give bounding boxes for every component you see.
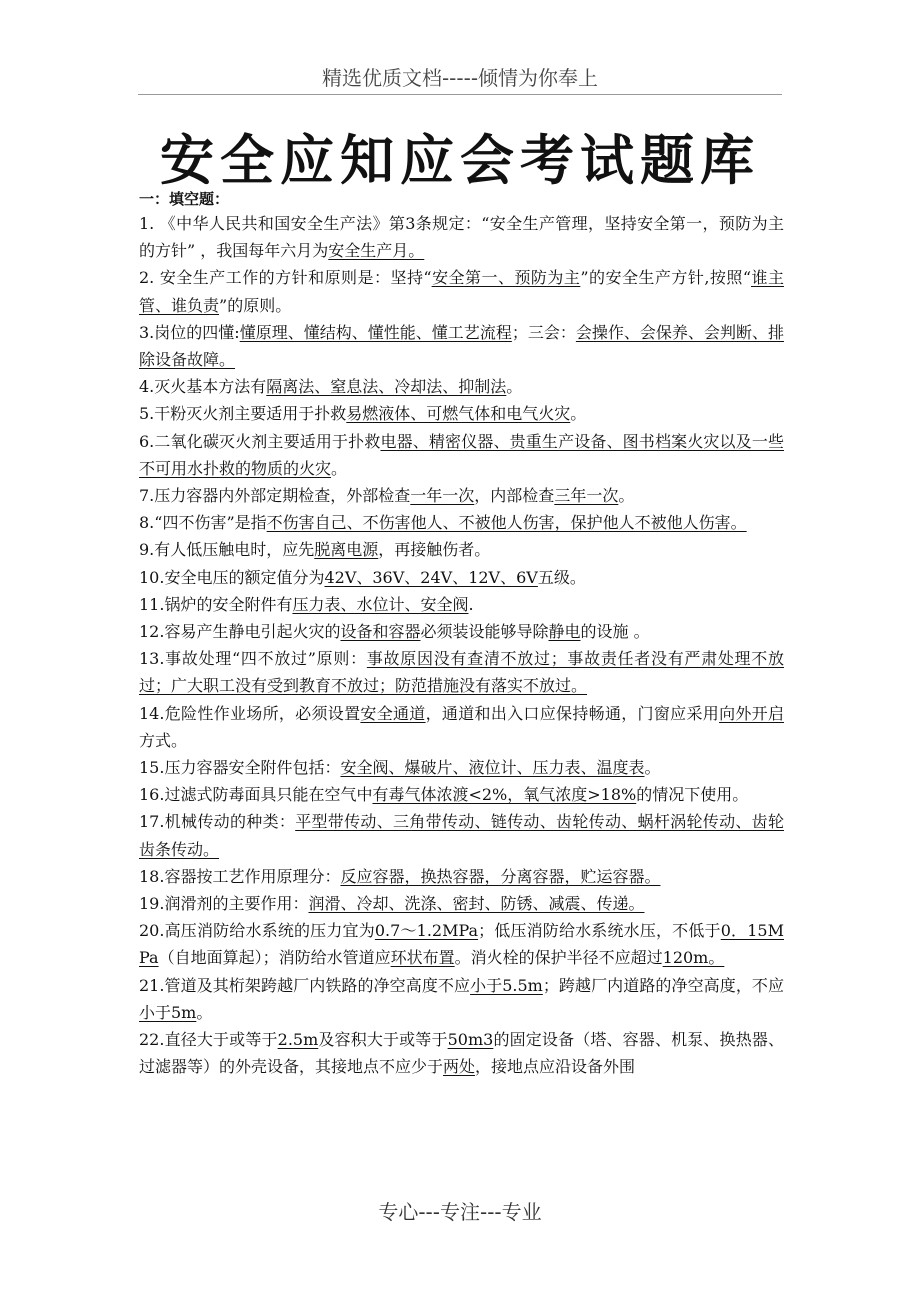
question-text: 18.容器按工艺作用原理分： <box>139 866 341 886</box>
answer-text: 一年一次 <box>410 486 475 506</box>
answer-text: 静电 <box>548 622 581 642</box>
question-list <box>139 210 784 1081</box>
answer-text: 有毒气体浓渡<2%，氧气浓度>18% <box>372 785 637 805</box>
question-text: 20.高压消防给水系统的压力宜为 <box>139 921 375 941</box>
question-text: 的固定设备（塔、容器、机泵、换热器、过滤器等）的外壳设备，其接地点不应少于 <box>139 1030 784 1077</box>
question-text: 8.“四不伤害”是指 <box>139 513 267 533</box>
question-text: 12.容易产生静电引起火灾的 <box>139 622 341 642</box>
question-item <box>139 264 784 318</box>
question-item <box>139 863 784 890</box>
question-text: 7.压力容器内外部定期检查，外部检查 <box>139 486 411 506</box>
question-text: 3.岗位的四懂: <box>139 322 240 342</box>
question-text: 19.润滑剂的主要作用： <box>139 894 309 914</box>
answer-text: 谁主管、谁负责 <box>139 268 784 315</box>
question-item <box>139 972 784 1026</box>
question-text: 。 <box>506 377 523 397</box>
question-text: 21.管道及其桁架跨越厂内铁路的净空高度不应 <box>139 975 471 995</box>
question-text: 17.机械传动的种类： <box>139 812 296 832</box>
question-text: 五级。 <box>537 567 586 587</box>
question-item <box>139 890 784 917</box>
question-text: 2. 安全生产工作的方针和原则是：坚持“ <box>139 268 432 288</box>
question-text: 13.事故处理“四不放过”原则： <box>139 649 367 669</box>
answer-text: 易燃液体、可燃气体和电气火灾 <box>346 404 571 424</box>
answer-text: 安全通道 <box>360 703 426 723</box>
question-text: 。 <box>331 458 348 478</box>
question-item <box>139 591 784 618</box>
question-text: （自地面算起）；消防给水管道应 <box>158 948 391 968</box>
question-text: ”的安全生产方针,按照“ <box>580 268 752 288</box>
question-text: 10.安全电压的额定值分为 <box>139 567 325 587</box>
question-text: 及容积大于或等于 <box>318 1030 448 1050</box>
answer-text: 42V、36V、24V、12V、6V <box>324 567 538 587</box>
answer-text: 电器、精密仪器、贵重生产设备、图书档案火灾以及一些不可用水扑救的物质的火灾 <box>139 431 784 478</box>
question-text: 1. 《中华人民共和国安全生产法》第3条规定：“安全生产管理，坚持安全第一，预防为主的方针” ，我国每年六月为 <box>139 214 784 261</box>
answer-text: 环状布置 <box>390 948 455 968</box>
answer-text: 隔离法、窒息法、冷却法、抑制法 <box>266 377 507 397</box>
question-item <box>139 482 784 509</box>
question-text: ”的原则。 <box>219 295 292 315</box>
question-text: 5.干粉灭火剂主要适用于扑救 <box>139 404 347 424</box>
page-header: 精选优质文档-----倾情为你奉上 <box>321 66 599 90</box>
question-text: 的情况下使用。 <box>636 785 749 805</box>
answer-text: 50m3 <box>447 1030 494 1050</box>
answer-text: 润滑、冷却、洗涤、密封、防锈、减震、传递。 <box>308 894 645 914</box>
header-rule <box>138 94 782 95</box>
question-text: ，再接触伤者。 <box>378 540 491 560</box>
question-text: ，通道和出入口应保持畅通，门窗应采用 <box>425 703 720 723</box>
question-text: 的设施 。 <box>580 622 650 642</box>
question-item <box>139 917 784 971</box>
question-text: 方式。 <box>139 730 188 750</box>
answer-text: 向外开启 <box>719 703 784 723</box>
answer-text: 安全第一、预防为主 <box>431 268 581 288</box>
answer-text: 安全生产月。 <box>328 241 425 261</box>
section-heading: 一：填空题： <box>139 190 230 208</box>
answer-text: 设备和容器 <box>340 622 421 642</box>
question-text: 6.二氧化碳灭火剂主要适用于扑救 <box>139 431 381 451</box>
question-item <box>139 754 784 781</box>
question-text: 。消火栓的保护半径不应超过 <box>454 948 663 968</box>
question-item <box>139 373 784 400</box>
question-text: 11.锅炉的安全附件有 <box>139 594 293 614</box>
question-item <box>139 1026 784 1080</box>
question-item <box>139 618 784 645</box>
question-item <box>139 645 784 699</box>
question-item <box>139 781 784 808</box>
answer-text: 0．15MPa <box>139 921 784 968</box>
question-text: ，内部检查 <box>474 486 555 506</box>
question-item <box>139 509 784 536</box>
page-title: 安全应知应会考试题库 <box>160 129 760 192</box>
question-text: ；跨越厂内道路的净空高度，不应 <box>542 975 784 995</box>
answer-text: 安全阀、爆破片、液位计、压力表、温度表 <box>340 758 645 778</box>
question-text: 22.直径大于或等于 <box>139 1030 278 1050</box>
question-text: . <box>468 594 474 614</box>
answer-text: 小于5.5m <box>470 975 543 995</box>
answer-text: 小于5m <box>139 1002 197 1022</box>
page-footer: 专心---专注---专业 <box>378 1200 542 1224</box>
question-text: 14.危险性作业场所，必须设置 <box>139 703 361 723</box>
question-text: 。 <box>644 758 661 778</box>
question-text: 。 <box>570 404 587 424</box>
question-text: 。 <box>196 1002 213 1022</box>
question-text: ，接地点应沿设备外围 <box>475 1057 636 1077</box>
answer-text: 平型带传动、三角带传动、链传动、齿轮传动、蜗杆涡轮传动、齿轮齿条传动。 <box>139 812 784 859</box>
question-text: 15.压力容器安全附件包括： <box>139 758 341 778</box>
question-item <box>139 400 784 427</box>
question-item <box>139 700 784 754</box>
question-text: 16.过滤式防毒面具只能在空气中 <box>139 785 373 805</box>
question-item <box>139 808 784 862</box>
question-text: 必须装设能够导除 <box>420 622 549 642</box>
answer-text: 2.5m <box>277 1030 319 1050</box>
question-item <box>139 319 784 373</box>
question-item <box>139 536 784 563</box>
answer-text: 事故原因没有查清不放过；事故责任者没有严肃处理不放过；广大职工没有受到教育不放过；防范措施没有落实不放过。 <box>139 649 784 696</box>
answer-text: 三年一次 <box>554 486 619 506</box>
question-item <box>139 428 784 482</box>
answer-text: 不伤害自己、不伤害他人、不被他人伤害，保护他人不被他人伤害。 <box>266 513 747 533</box>
answer-text: 两处 <box>443 1057 476 1077</box>
answer-text: 120m。 <box>662 948 725 968</box>
answer-text: 懂原理、懂结构、懂性能、懂工艺流程 <box>239 322 512 342</box>
question-text: 9.有人低压触电时，应先 <box>139 540 315 560</box>
answer-text: 0.7～1.2MPa <box>374 921 479 941</box>
question-text: 4.灭火基本方法有 <box>139 377 267 397</box>
question-item <box>139 210 784 264</box>
question-item <box>139 564 784 591</box>
answer-text: 反应容器，换热容器，分离容器，贮运容器。 <box>340 866 661 886</box>
question-text: ；三会： <box>511 322 576 342</box>
question-text: ；低压消防给水系统水压，不低于 <box>478 921 721 941</box>
answer-text: 会操作、会保养、会判断、排除设备故障。 <box>139 322 784 370</box>
answer-text: 压力表、水位计、安全阀 <box>292 594 469 614</box>
answer-text: 脱离电源 <box>314 540 379 560</box>
question-text: 。 <box>618 486 635 506</box>
